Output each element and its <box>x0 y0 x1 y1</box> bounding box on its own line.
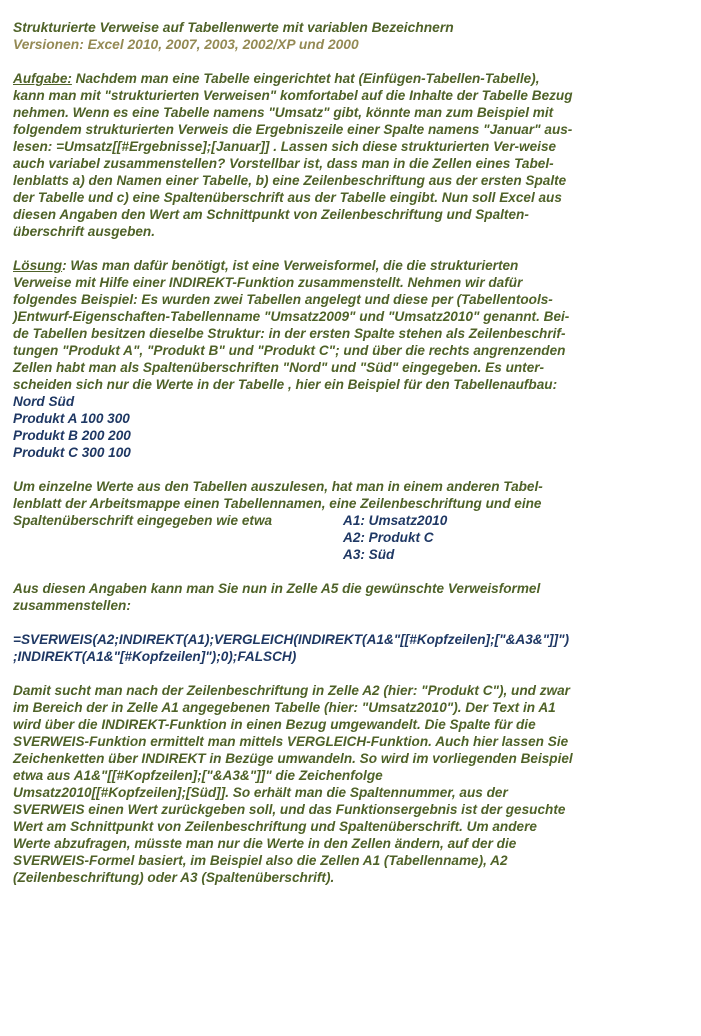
loesung-line-5: de Tabellen besitzen dieselbe Struktur: in der ersten Spalte stehen als Zeilenbeschrif- <box>13 326 566 341</box>
aufgabe-line-5: lesen: =Umsatz[[#Ergebnisse];[Januar]] . Lassen sich diese strukturierten Ver-weise <box>13 139 557 154</box>
aufgabe-line-2: kann man mit "strukturierten Verweisen" komfortabel auf die Inhalte der Tabelle Bezug <box>13 88 573 103</box>
versions-line: Versionen: Excel 2010, 2007, 2003, 2002/XP und 2000 <box>13 37 359 52</box>
cell-ref-a3: A3: Süd <box>343 547 395 562</box>
erklaerung-section <box>13 682 693 886</box>
loesung-line-8: scheiden sich nur die Werte in der Tabelle , hier ein Beispiel für den Tabellenaufbau: <box>13 377 558 392</box>
erklaerung-line-9: Wert am Schnittpunkt von Zeilenbeschriftung und Spaltenüberschrift. Um andere <box>13 819 537 834</box>
cell-ref-a2: A2: Produkt C <box>343 530 434 545</box>
auslesen-line-3: Spaltenüberschrift eingegeben wie etwa A1: Umsatz2010 A2: Produkt C A3: Süd <box>13 513 448 562</box>
aufgabe-line-9: diesen Angaben den Wert am Schnittpunkt von Zeilenbeschriftung und Spalten- <box>13 207 529 222</box>
erklaerung-line-2: im Bereich der in Zelle A1 angegebenen Tabelle (hier: "Umsatz2010"). Der Text in A1 <box>13 700 556 715</box>
auslesen-line-1: Um einzelne Werte aus den Tabellen auszulesen, hat man in einem anderen Tabel- <box>13 479 543 494</box>
erklaerung-line-8: SVERWEIS einen Wert zurückgeben soll, und das Funktionsergebnis ist der gesuchte <box>13 802 566 817</box>
erklaerung-line-7: Umsatz2010[[#Kopfzeilen];[Süd]]. So erhält man die Spaltennummer, aus der <box>13 785 508 800</box>
erklaerung-line-6: etwa aus A1&"[[#Kopfzeilen];["&A3&"]]" die Zeichenfolge <box>13 768 383 783</box>
cell-ref-a1: A1: Umsatz2010 <box>343 513 448 528</box>
erklaerung-line-5: Zeichenketten über INDIREKT in Bezüge umwandeln. So wird im vorliegenden Beispiel <box>13 751 573 766</box>
table-example-row: Produkt C 300 100 <box>13 445 131 460</box>
formula-block <box>13 631 693 665</box>
table-example-row: Produkt B 200 200 <box>13 428 131 443</box>
aufgabe-line-8: der Tabelle und c) eine Spaltenüberschrift aus der Tabelle eingibt. Nun soll Excel aus <box>13 190 562 205</box>
auslesen-section <box>13 478 693 563</box>
aufgabe-line-7: lenblatts a) den Namen einer Tabelle, b) eine Zeilenbeschriftung aus der ersten Spalte <box>13 173 567 188</box>
erklaerung-line-4: SVERWEIS-Funktion ermittelt man mittels VERGLEICH-Funktion. Auch hier lassen Sie <box>13 734 569 749</box>
erklaerung-line-3: wird über die INDIREKT-Funktion in einen Bezug umgewandelt. Die Spalte für die <box>13 717 536 732</box>
aufgabe-line-1: Aufgabe: Nachdem man eine Tabelle eingerichtet hat (Einfügen-Tabellen-Tabelle), <box>13 71 540 86</box>
formula-line-2: ;INDIREKT(A1&"[#Kopfzeilen]");0);FALSCH) <box>13 649 297 664</box>
erklaerung-line-10: Werte abzufragen, müsste man nur die Werte in den Zellen ändern, auf der die <box>13 836 517 851</box>
loesung-line-1: Lösung: Was man dafür benötigt, ist eine Verweisformel, die die strukturierten <box>13 258 519 273</box>
table-example-row: Produkt A 100 300 <box>13 411 130 426</box>
loesung-line-2: Verweise mit Hilfe einer INDIREKT-Funktion zusammenstellt. Nehmen wir dafür <box>13 275 523 290</box>
aufgabe-section <box>13 70 693 240</box>
formula-line-1: =SVERWEIS(A2;INDIREKT(A1);VERGLEICH(INDIREKT(A1&"[[#Kopfzeilen];["&A3&"]]") <box>13 632 570 647</box>
erklaerung-line-12: (Zeilenbeschriftung) oder A3 (Spaltenüberschrift). <box>13 870 335 885</box>
erklaerung-line-11: SVERWEIS-Formel basiert, im Beispiel also die Zellen A1 (Tabellenname), A2 <box>13 853 508 868</box>
loesung-line-6: tungen "Produkt A", "Produkt B" und "Produkt C"; und über die rechts angrenzenden <box>13 343 566 358</box>
zusammen-section <box>13 580 693 614</box>
document-page <box>13 19 693 886</box>
auslesen-line-2: lenblatt der Arbeitsmappe einen Tabellennamen, eine Zeilenbeschriftung und eine <box>13 496 542 511</box>
loesung-label: Lösung <box>13 258 63 273</box>
cell-references <box>343 512 447 563</box>
aufgabe-line-6: auch variabel zusammenstellen? Vorstellbar ist, dass man in die Zellen eines Tabel- <box>13 156 554 171</box>
table-example <box>13 393 693 461</box>
aufgabe-label: Aufgabe: <box>13 71 72 86</box>
loesung-line-7: Zellen habt man als Spaltenüberschriften "Nord" und "Süd" eingegeben. Es unter- <box>13 360 545 375</box>
aufgabe-line-4: folgendem strukturierten Verweis die Ergebniszeile einer Spalte namens "Januar" aus- <box>13 122 573 137</box>
document-title: Strukturierte Verweise auf Tabellenwerte mit variablen Bezeichnern <box>13 20 454 35</box>
loesung-section <box>13 257 693 393</box>
zusammen-line-2: zusammenstellen: <box>13 598 131 613</box>
erklaerung-line-1: Damit sucht man nach der Zeilenbeschriftung in Zelle A2 (hier: "Produkt C"), und zwar <box>13 683 570 698</box>
loesung-line-3: folgendes Beispiel: Es wurden zwei Tabellen angelegt und diese per (Tabellentools- <box>13 292 553 307</box>
zusammen-line-1: Aus diesen Angaben kann man Sie nun in Zelle A5 die gewünschte Verweisformel <box>13 581 541 596</box>
loesung-line-4: )Entwurf-Eigenschaften-Tabellenname "Umsatz2009" und "Umsatz2010" genannt. Bei- <box>13 309 570 324</box>
aufgabe-line-10: überschrift ausgeben. <box>13 224 156 239</box>
aufgabe-line-3: nehmen. Wenn es eine Tabelle namens "Umsatz" gibt, könnte man zum Beispiel mit <box>13 105 554 120</box>
table-example-row: Nord Süd <box>13 394 75 409</box>
